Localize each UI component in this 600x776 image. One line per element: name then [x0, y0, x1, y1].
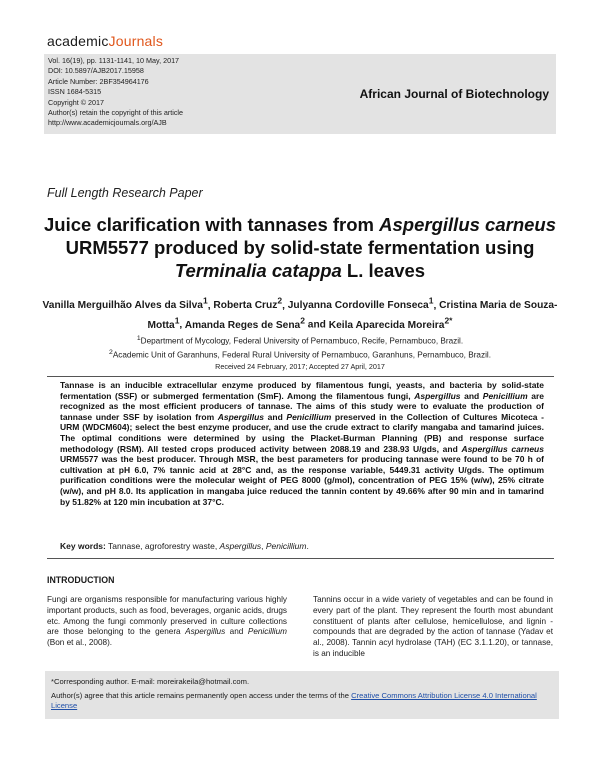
article-meta: [48, 56, 183, 129]
section-heading-introduction: INTRODUCTION: [47, 575, 115, 585]
body-column-left: Fungi are organisms responsible for manufacturing various highly important products, such as food, beverages, organic acids, drugs etc. Among the fungi commonly preserved in culture collections are those belonging to the genera Aspergillus and Penicillium (Bon et al., 2008).: [47, 595, 287, 648]
author: Vanilla Merguilhão Alves da Silva$^1$: [42, 296, 208, 312]
meta-volume: Vol. 16(19), pp. 1131-1141, 10 May, 2017: [48, 56, 180, 65]
affiliation: $^1$Department of Mycology, Federal University of Pernambuco, Recife, Pernambuco, Brazil.: [136, 335, 464, 346]
abstract: Tannase is an inducible extracellular enzyme produced by filamentous fungi, yeasts, and bacteria by solid-state fermentation (SSF) or submerged fermentation (SmF). Among the filamentous fungi, Aspergillus and Penicillium are recognized as the most efficient producers of tannase. The aims of this study were to evaluate the production of tannase under SSF by isolation from Aspergillus and Penicillium preserved in the Collection of Cultures Micoteca - URM (WDCM604); select the best enzyme producer, and use the crude extract to clarify mangaba and tamarind juices. The optimal conditions were determined by using the Placket-Burman Planning (PB) and response surface methodology (RSM). All tested crops produced activity between 2088.19 and 238.93 U/gds, and Aspergillus carneus URM5577 was the best producer. Through MSR, the best parameters for producing tannase were found to be 70 h of cultivation at pH 6.0, 7% tannic acid at 28°C and, as the response variable, 5449.31 activity U/gds. The optimum purification conditions were the molecular weight of PEG 8000 (g/mol), concentration of PEG 15% (w/w), 25% citrate (w/w), and pH 8.0. Its application in mangaba juice reduced the tannin content by 49.66% after 90 min and in tamarind by 51.82% at 120 min incubation at 37°C.: [60, 380, 544, 507]
affiliation: $^2$Academic Unit of Garanhuns, Federal Rural University of Pernambuco, Garanhuns, Pernambuco, Brazil.: [109, 348, 491, 360]
divider: [47, 376, 554, 377]
affiliations: [40, 333, 560, 360]
received-dates: Received 24 February, 2017; Accepted 27 April, 2017: [215, 362, 385, 371]
author-list: Vanilla Merguilhão Alves da Silva$^1$, Roberta Cruz$^2$, Julyanna Cordoville Fonseca$^1$, Cristina Maria de Souza-Motta$^1$, Amanda Reges de Sena$^2$ and Keila Aparecida Moreira$^{2*}$: [42, 296, 558, 331]
keywords: Key words: Tannase, agroforestry waste, Aspergillus, Penicillium.: [60, 541, 309, 551]
meta-url[interactable]: http://www.academicjournals.org/AJB: [48, 118, 167, 128]
meta-article-number: Article Number: 2BF354964176: [48, 76, 149, 86]
journal-name: African Journal of Biotechnology: [359, 87, 549, 101]
paper-title: Juice clarification with tannases from Aspergillus carneus URM5577 produced by solid-state fermentation using Terminalia catappa L. leaves: [44, 214, 556, 281]
author: Amanda Reges de Sena$^2$: [184, 315, 305, 331]
license-notice: Author(s) agree that this article remains permanently open access under the terms of the Creative Commons Attribution License 4.0 International License: [51, 690, 537, 711]
publisher-logo: academicJournals: [47, 33, 164, 49]
license-link[interactable]: Creative Commons Attribution License 4.0 International License: [51, 690, 537, 711]
meta-issn: ISSN 1684-5315: [48, 87, 102, 97]
meta-author-rights: Author(s) retain the copyright of this article: [48, 108, 184, 118]
article-meta-box: [44, 54, 556, 134]
meta-copyright: Copyright © 2017: [48, 97, 105, 107]
footnote-box: [45, 671, 559, 719]
author: Cristina Maria de Souza-Motta$^1$: [147, 300, 558, 331]
author: Julyanna Cordoville Fonseca$^1$: [287, 296, 434, 312]
author: Roberta Cruz$^2$: [213, 296, 283, 312]
meta-doi: DOI: 10.5897/AJB2017.15958: [48, 66, 144, 76]
body-column-right: Tannins occur in a wide variety of vegetables and can be found in every part of the plant. They represent the fourth most abundant constituent of plants after cellulose, hemicellulose, and lignin - compounds that are degraded by the action of tannase (Yadav et al., 2008). Tannin acyl hydrolase (TAH) (EC 3.1.1.20), or tannase, is an inducible: [313, 595, 553, 658]
corresponding-author: *Corresponding author. E-mail: moreirakeila@hotmail.com.: [51, 677, 250, 686]
paper-type: Full Length Research Paper: [47, 186, 203, 200]
author: Keila Aparecida Moreira$^{2*}$: [328, 315, 453, 331]
divider: [47, 558, 554, 559]
